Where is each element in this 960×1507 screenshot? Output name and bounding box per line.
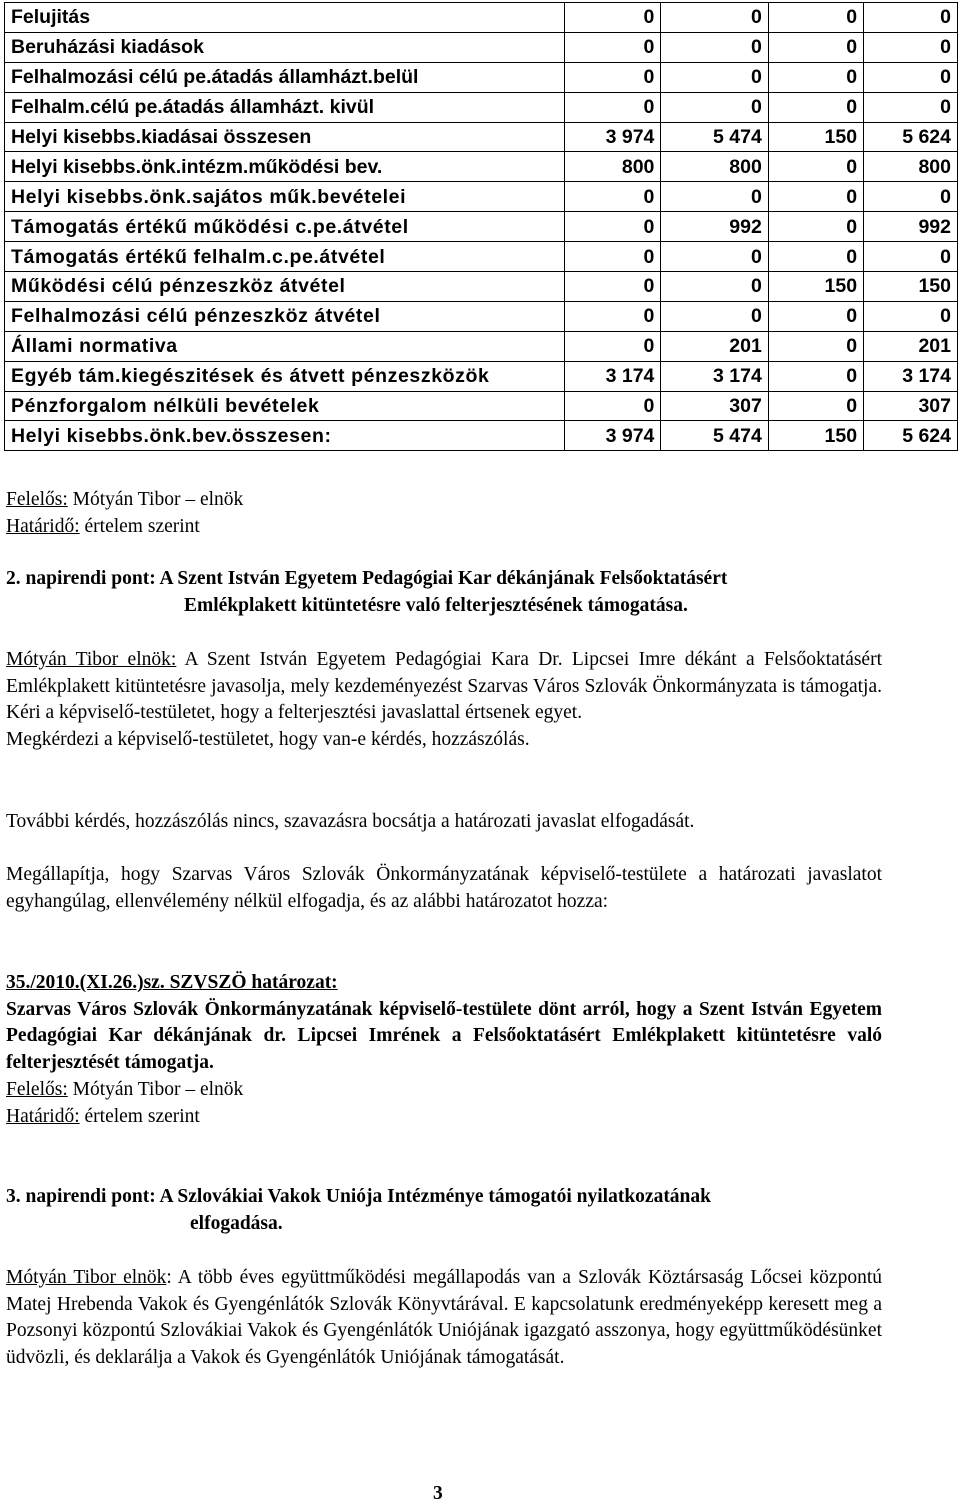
- row-value-4: 0: [864, 182, 958, 212]
- row-value-2: 0: [661, 62, 768, 92]
- table-row: [5, 3, 958, 33]
- table-row: [5, 182, 958, 212]
- row-value-1: 0: [564, 32, 661, 62]
- resolution-block: [6, 970, 882, 1130]
- row-value-4: 800: [864, 152, 958, 182]
- hatarido-label: Határidő:: [6, 1105, 80, 1127]
- page-number: 3: [433, 1483, 443, 1504]
- question-text: Megkérdezi a képviselő-testületet, hogy van-e kérdés, hozzászólás.: [6, 729, 530, 751]
- row-value-3: 150: [768, 421, 863, 451]
- row-value-4: 0: [864, 301, 958, 331]
- agenda-item-3-title-line1: A Szlovákiai Vakok Uniója Intézménye támogatói nyilatkozatának: [159, 1186, 711, 1207]
- row-value-2: 201: [661, 331, 768, 361]
- row-value-2: 5 474: [661, 122, 768, 152]
- row-label: Támogatás értékű felhalm.c.pe.átvétel: [5, 242, 565, 272]
- row-value-3: 0: [768, 3, 863, 33]
- row-label: Működési célú pénzeszköz átvétel: [5, 272, 565, 302]
- row-value-1: 0: [564, 391, 661, 421]
- row-value-1: 0: [564, 331, 661, 361]
- hatarido-value: értelem szerint: [79, 1105, 200, 1127]
- resolution-number: 35./2010.(XI.26.)sz. SZVSZÖ határozat:: [6, 972, 338, 993]
- felelos-label: Felelős:: [6, 1078, 68, 1100]
- row-label: Egyéb tám.kiegészitések és átvett pénzeszközök: [5, 361, 565, 391]
- agenda-item-2-prefix: 2. napirendi pont:: [6, 568, 160, 589]
- row-value-1: 0: [564, 92, 661, 122]
- agenda-item-2-speech: [6, 647, 882, 754]
- hatarido-label: Határidő:: [6, 515, 80, 537]
- row-value-3: 150: [768, 122, 863, 152]
- row-value-1: 0: [564, 272, 661, 302]
- row-value-3: 0: [768, 182, 863, 212]
- row-value-4: 0: [864, 3, 958, 33]
- row-value-1: 3 974: [564, 122, 661, 152]
- row-value-2: 0: [661, 272, 768, 302]
- row-value-4: 0: [864, 92, 958, 122]
- speech-text: : A több éves együttműködési megállapodás van a Szlovák Köztársaság Lőcsei központú Matej Hrebenda Vakok és Gyengénlátók Szlovák Könyvtárával. E kapcsolatunk eredményeképp keresett meg a Pozsonyi központú Szlovákiai Vakok és Gyengénlátók Uniójának igazgató asszonya, hogy együttműködésünket üdvözli, és deklarálja a Vakok és Gyengénlátók Uniójának támogatását.: [6, 1267, 883, 1369]
- table-row: [5, 361, 958, 391]
- row-value-3: 0: [768, 331, 863, 361]
- row-value-4: 3 174: [864, 361, 958, 391]
- table-row: [5, 92, 958, 122]
- row-value-3: 0: [768, 301, 863, 331]
- row-value-3: 0: [768, 391, 863, 421]
- table-row: [5, 391, 958, 421]
- row-value-1: 0: [564, 242, 661, 272]
- row-value-2: 5 474: [661, 421, 768, 451]
- row-label: Pénzforgalom nélküli bevételek: [5, 391, 565, 421]
- row-value-4: 0: [864, 62, 958, 92]
- speech-text: A Szent István Egyetem Pedagógiai Kara Dr. Lipcsei Imre dékánt a Felsőoktatásért Emlékplakett kitüntetésre javasolja, mely kezdeményezést Szarvas Város Szlovák Önkormányzata is támogatja. Kéri a képviselő-testületet, hogy a felterjesztési javaslattal értsenek egyet.: [6, 649, 882, 724]
- row-value-3: 0: [768, 152, 863, 182]
- row-label: Felujitás: [5, 3, 565, 33]
- hatarido-value: értelem szerint: [79, 515, 200, 537]
- resolution-text: Szarvas Város Szlovák Önkormányzatának képviselő-testülete dönt arról, hogy a Szent István Egyetem Pedagógiai Kar dékánjának dr. Lipcsei Imrének a Felsőoktatásért Emlékplakett kitüntetésre való felterjesztését támogatja.: [6, 998, 882, 1074]
- row-value-1: 0: [564, 182, 661, 212]
- table-row: [5, 212, 958, 242]
- agenda-item-2-title-line1: A Szent István Egyetem Pedagógiai Kar dékánjának Felsőoktatásért: [159, 568, 728, 589]
- table-row: [5, 301, 958, 331]
- row-value-3: 0: [768, 361, 863, 391]
- row-value-1: 0: [564, 3, 661, 33]
- row-value-4: 307: [864, 391, 958, 421]
- row-value-3: 0: [768, 92, 863, 122]
- row-value-4: 5 624: [864, 122, 958, 152]
- row-value-2: 0: [661, 242, 768, 272]
- row-value-3: 0: [768, 212, 863, 242]
- row-value-4: 5 624: [864, 421, 958, 451]
- row-value-2: 0: [661, 92, 768, 122]
- row-value-3: 0: [768, 62, 863, 92]
- row-label: Helyi kisebbs.önk.intézm.működési bev.: [5, 152, 565, 182]
- table-row: [5, 421, 958, 451]
- row-label: Beruházási kiadások: [5, 32, 565, 62]
- felelos-value: Mótyán Tibor – elnök: [67, 1078, 244, 1100]
- row-label: Helyi kisebbs.kiadásai összesen: [5, 122, 565, 152]
- row-value-4: 0: [864, 32, 958, 62]
- table-row: [5, 122, 958, 152]
- row-value-2: 0: [661, 301, 768, 331]
- budget-table: [4, 2, 958, 451]
- row-value-4: 0: [864, 242, 958, 272]
- row-value-3: 150: [768, 272, 863, 302]
- row-value-1: 0: [564, 62, 661, 92]
- table-row: [5, 32, 958, 62]
- row-value-2: 992: [661, 212, 768, 242]
- row-label: Felhalm.célú pe.átadás államházt. kivül: [5, 92, 565, 122]
- felelos-label: Felelős:: [6, 489, 68, 510]
- row-value-4: 992: [864, 212, 958, 242]
- table-row: [5, 272, 958, 302]
- table-row: [5, 242, 958, 272]
- speaker-name: Mótyán Tibor elnök:: [6, 649, 177, 670]
- row-label: Helyi kisebbs.önk.sajátos műk.bevételei: [5, 182, 565, 212]
- felelos-value: Mótyán Tibor – elnök: [67, 489, 244, 510]
- row-label: Felhalmozási célú pénzeszköz átvétel: [5, 301, 565, 331]
- row-value-1: 3 174: [564, 361, 661, 391]
- responsible-block-1: [6, 487, 882, 540]
- row-value-4: 150: [864, 272, 958, 302]
- row-value-2: 3 174: [661, 361, 768, 391]
- row-label: Felhalmozási célú pe.átadás államházt.belül: [5, 62, 565, 92]
- speaker-name: Mótyán Tibor elnök: [6, 1267, 167, 1288]
- finding-text: Megállapítja, hogy Szarvas Város Szlovák Önkormányzatának képviselő-testülete a határozati javaslatot egyhangúlag, ellenvélemény nélkül elfogadja, és az alábbi határozatot hozza:: [6, 864, 882, 912]
- agenda-item-2-title-line2: Emlékplakett kitüntetésre való felterjesztésének támogatása.: [184, 594, 688, 616]
- row-value-3: 0: [768, 32, 863, 62]
- row-label: Helyi kisebbs.önk.bev.összesen:: [5, 421, 565, 451]
- row-value-1: 3 974: [564, 421, 661, 451]
- row-value-1: 800: [564, 152, 661, 182]
- row-value-2: 0: [661, 32, 768, 62]
- table-row: [5, 152, 958, 182]
- table-row: [5, 331, 958, 361]
- table-row: [5, 62, 958, 92]
- row-label: Állami normativa: [5, 331, 565, 361]
- row-value-3: 0: [768, 242, 863, 272]
- row-value-4: 201: [864, 331, 958, 361]
- agenda-item-2-heading: [6, 566, 882, 619]
- agenda-item-3-title-line2: elfogadása.: [190, 1212, 283, 1234]
- row-value-2: 800: [661, 152, 768, 182]
- row-label: Támogatás értékű működési c.pe.átvétel: [5, 212, 565, 242]
- row-value-2: 0: [661, 3, 768, 33]
- row-value-2: 307: [661, 391, 768, 421]
- row-value-2: 0: [661, 182, 768, 212]
- no-question-text: További kérdés, hozzászólás nincs, szavazásra bocsátja a határozati javaslat elfogadását.: [6, 811, 695, 832]
- agenda-item-3-prefix: 3. napirendi pont:: [6, 1186, 160, 1207]
- agenda-item-3-speech: [6, 1265, 882, 1372]
- row-value-1: 0: [564, 301, 661, 331]
- agenda-item-3-heading: [6, 1184, 882, 1237]
- row-value-1: 0: [564, 212, 661, 242]
